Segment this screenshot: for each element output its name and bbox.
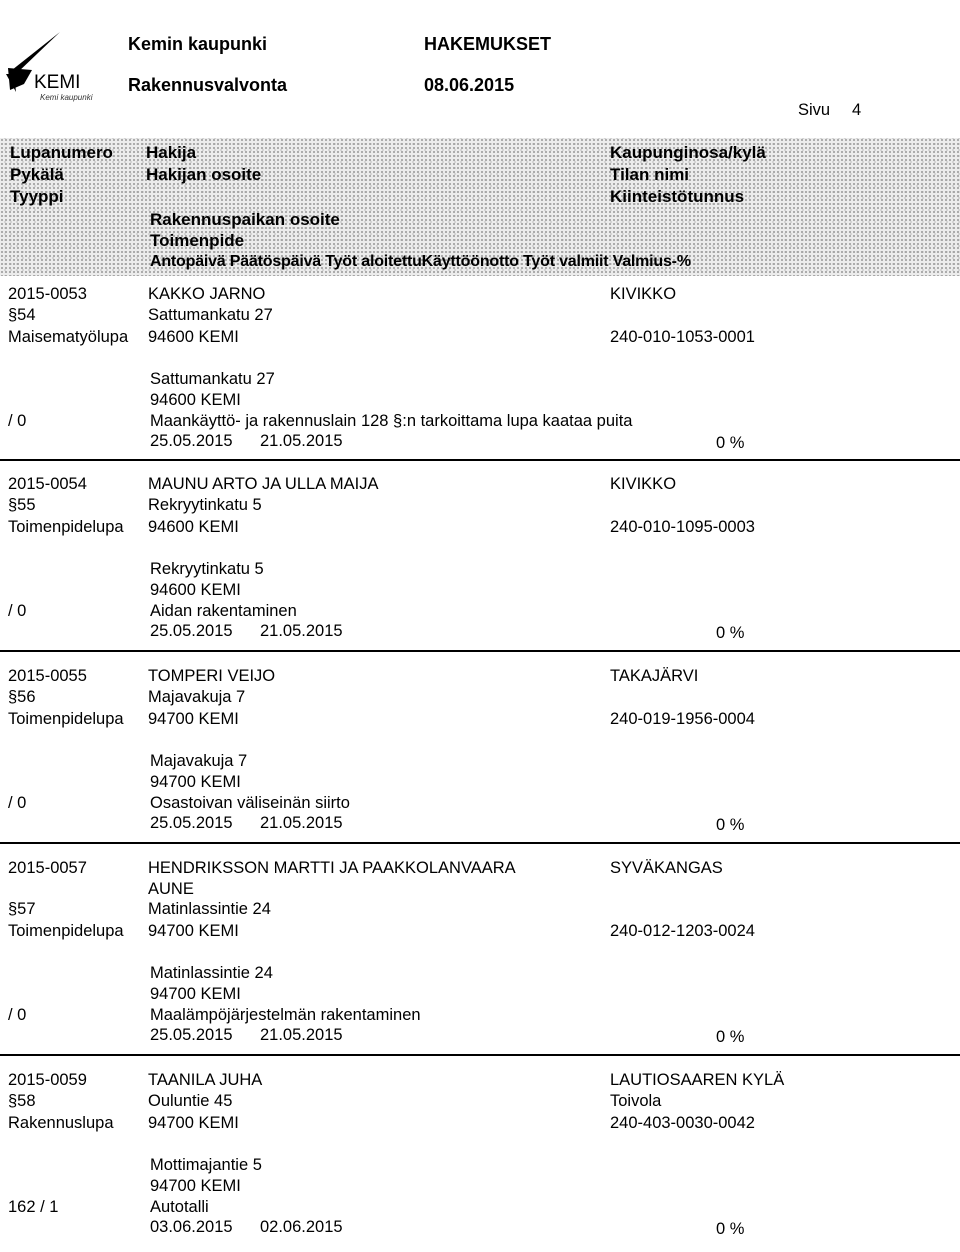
kaupunginosa: KIVIKKO (610, 285, 677, 303)
hakija: TOMPERI VEIJO (148, 667, 276, 685)
col-hakija: Hakija (146, 143, 197, 162)
col-kaupunginosa: Kaupunginosa/kylä (610, 143, 766, 162)
col-hakijan-osoite: Hakijan osoite (146, 165, 262, 184)
hakija: TAANILA JUHA (148, 1071, 263, 1089)
application-record (0, 850, 960, 1046)
toimenpide: Aidan rakentaminen (150, 602, 297, 620)
hakijan-osoite: Rekryytinkatu 5 (148, 496, 262, 514)
col-pykala: Pykälä (10, 165, 64, 184)
rakennuspaikan-osoite: Majavakuja 7 (150, 752, 248, 770)
kiinteistotunnus: 240-019-1956-0004 (610, 710, 755, 728)
antopaiva: 25.05.2015 (150, 432, 233, 450)
pykala: §58 (8, 1092, 36, 1110)
antopaiva: 25.05.2015 (150, 814, 233, 832)
toimenpide: Maankäyttö- ja rakennuslain 128 §:n tarkoittama lupa kaataa puita (150, 412, 633, 430)
viite: / 0 (8, 794, 27, 812)
valmius: 0 % (716, 434, 745, 452)
page-number: 4 (852, 101, 862, 119)
antopaiva: 25.05.2015 (150, 622, 233, 640)
application-record (0, 1062, 960, 1252)
hakijan-postinumero: 94700 KEMI (148, 922, 239, 940)
record-divider (0, 459, 960, 461)
rakennuspaikan-osoite: Rekryytinkatu 5 (150, 560, 264, 578)
antopaiva: 25.05.2015 (150, 1026, 233, 1044)
viite: 162 / 1 (8, 1198, 59, 1216)
rakennuspaikan-postinumero: 94700 KEMI (150, 773, 241, 791)
rakennuspaikan-postinumero: 94600 KEMI (150, 581, 241, 599)
hakija: MAUNU ARTO JA ULLA MAIJA (148, 475, 379, 493)
paatospaiva: 21.05.2015 (260, 622, 343, 640)
rakennuspaikan-osoite: Sattumankatu 27 (150, 370, 275, 388)
application-record (0, 276, 960, 466)
kaupunginosa: TAKAJÄRVI (610, 667, 699, 685)
kaupunginosa: KIVIKKO (610, 475, 677, 493)
valmius: 0 % (716, 1028, 745, 1046)
rakennuspaikan-osoite: Mottimajantie 5 (150, 1156, 262, 1174)
rakennuspaikan-postinumero: 94600 KEMI (150, 391, 241, 409)
col-toimenpide: Toimenpide (150, 231, 245, 250)
valmius: 0 % (716, 816, 745, 834)
application-record (0, 658, 960, 848)
col-rakennuspaikan-osoite: Rakennuspaikan osoite (150, 210, 340, 229)
toimenpide: Maalämpöjärjestelmän rakentaminen (150, 1006, 421, 1024)
hakijan-postinumero: 94700 KEMI (148, 710, 239, 728)
department-name: Rakennusvalvonta (128, 75, 288, 95)
tyyppi: Maisematyölupa (8, 328, 129, 346)
col-lupanumero: Lupanumero (10, 143, 113, 162)
hakijan-osoite: Ouluntie 45 (148, 1092, 233, 1110)
hakija: KAKKO JARNO (148, 285, 266, 303)
hakija-jatko: AUNE (148, 880, 194, 898)
valmius: 0 % (716, 1220, 745, 1238)
hakijan-osoite: Matinlassintie 24 (148, 900, 271, 918)
record-divider (0, 1054, 960, 1056)
tilan-nimi: Toivola (610, 1092, 662, 1110)
lupanumero: 2015-0054 (8, 475, 87, 493)
kaupunginosa: LAUTIOSAAREN KYLÄ (610, 1071, 785, 1089)
hakija: HENDRIKSSON MARTTI JA PAAKKOLANVAARA (148, 859, 516, 877)
col-dates: Antopäivä Päätöspäivä Työt aloitettuKäyttöönotto Työt valmiit Valmius-% (150, 253, 691, 270)
rakennuspaikan-postinumero: 94700 KEMI (150, 1177, 241, 1195)
logo-signature-icon: Kemi kaupunki (40, 93, 93, 102)
viite: / 0 (8, 602, 27, 620)
hakijan-postinumero: 94600 KEMI (148, 518, 239, 536)
lupanumero: 2015-0057 (8, 859, 87, 877)
municipality-name: Kemin kaupunki (128, 34, 268, 54)
pykala: §55 (8, 496, 36, 514)
kiinteistotunnus: 240-403-0030-0042 (610, 1114, 755, 1132)
kaupunginosa: SYVÄKANGAS (610, 859, 723, 877)
kiinteistotunnus: 240-010-1053-0001 (610, 328, 755, 346)
toimenpide: Autotalli (150, 1198, 209, 1216)
record-divider (0, 650, 960, 652)
hakijan-osoite: Sattumankatu 27 (148, 306, 273, 324)
tyyppi: Toimenpidelupa (8, 922, 124, 940)
lupanumero: 2015-0055 (8, 667, 87, 685)
paatospaiva: 02.06.2015 (260, 1218, 343, 1236)
hakijan-postinumero: 94700 KEMI (148, 1114, 239, 1132)
tyyppi: Rakennuslupa (8, 1114, 114, 1132)
logo-text: KEMI (34, 72, 81, 93)
toimenpide: Osastoivan väliseinän siirto (150, 794, 350, 812)
pykala: §56 (8, 688, 36, 706)
application-record (0, 466, 960, 656)
hakijan-osoite: Majavakuja 7 (148, 688, 246, 706)
tyyppi: Toimenpidelupa (8, 710, 124, 728)
hakijan-postinumero: 94600 KEMI (148, 328, 239, 346)
kiinteistotunnus: 240-012-1203-0024 (610, 922, 755, 940)
pykala: §57 (8, 900, 36, 918)
rakennuspaikan-postinumero: 94700 KEMI (150, 985, 241, 1003)
tyyppi: Toimenpidelupa (8, 518, 124, 536)
paatospaiva: 21.05.2015 (260, 1026, 343, 1044)
paatospaiva: 21.05.2015 (260, 814, 343, 832)
rakennuspaikan-osoite: Matinlassintie 24 (150, 964, 273, 982)
viite: / 0 (8, 412, 27, 430)
valmius: 0 % (716, 624, 745, 642)
kiinteistotunnus: 240-010-1095-0003 (610, 518, 755, 536)
col-tyyppi: Tyyppi (10, 187, 64, 206)
document-title: HAKEMUKSET (424, 34, 552, 54)
pykala: §54 (8, 306, 36, 324)
lupanumero: 2015-0053 (8, 285, 87, 303)
col-tilan-nimi: Tilan nimi (610, 165, 690, 184)
viite: / 0 (8, 1006, 27, 1024)
lupanumero: 2015-0059 (8, 1071, 87, 1089)
record-divider (0, 842, 960, 844)
col-kiinteistotunnus: Kiinteistötunnus (610, 187, 745, 206)
page-label: Sivu (798, 101, 831, 119)
paatospaiva: 21.05.2015 (260, 432, 343, 450)
antopaiva: 03.06.2015 (150, 1218, 233, 1236)
document-date: 08.06.2015 (424, 75, 515, 95)
